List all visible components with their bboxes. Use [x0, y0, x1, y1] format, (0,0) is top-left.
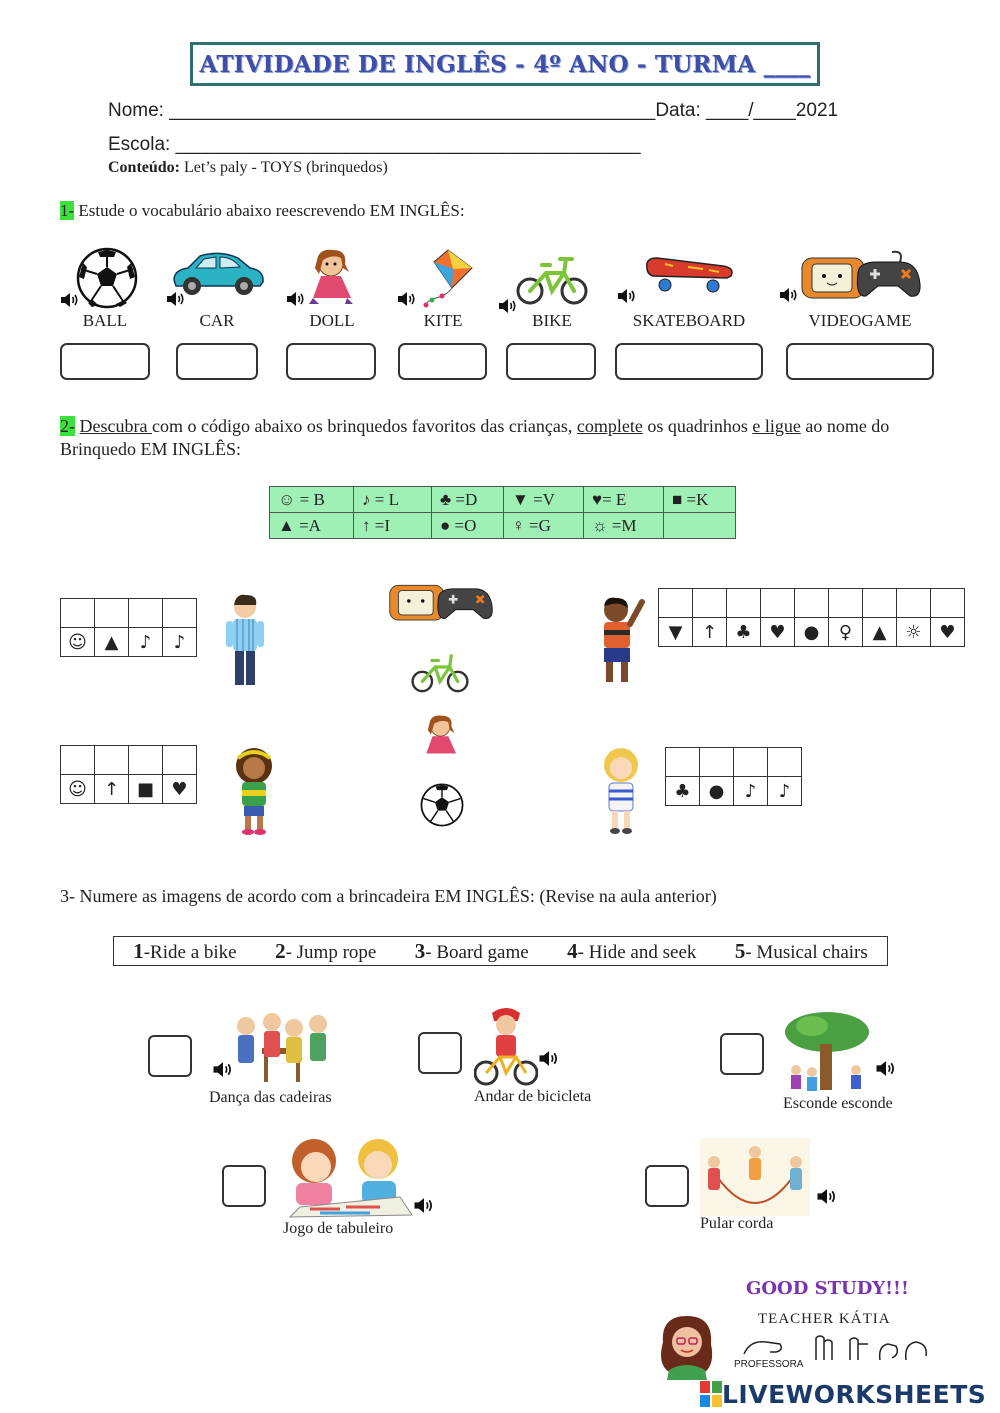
- page-title: ATIVIDADE DE INGLÊS - 4º ANO - TURMA ____: [199, 50, 811, 78]
- game-item: [275, 939, 376, 964]
- answer-cell[interactable]: [659, 589, 693, 618]
- question-2-text: os quadrinhos: [642, 416, 753, 436]
- question-2: [60, 415, 940, 461]
- answer-box-car[interactable]: [176, 343, 258, 380]
- content-value: Let’s paly - TOYS (brinquedos): [180, 159, 388, 176]
- speaker-icon[interactable]: [413, 1196, 435, 1215]
- game-item: [567, 939, 696, 964]
- answer-cell[interactable]: [61, 599, 95, 628]
- answer-cell[interactable]: [761, 589, 795, 618]
- question-2-text: e ligue: [752, 416, 801, 436]
- vocab-skateboard: SKATEBOARD: [632, 311, 746, 330]
- ball-option-image: [420, 783, 464, 827]
- vocab-car: CAR: [199, 311, 235, 330]
- code-grid-videogame: [658, 588, 965, 647]
- answer-cell[interactable]: [863, 589, 897, 618]
- code-symbol: ☺: [61, 628, 95, 657]
- vocab-bike: BIKE: [532, 311, 572, 330]
- code-symbol: ♀: [829, 618, 863, 647]
- professora-label: PROFESSORA: [734, 1359, 804, 1370]
- code-symbol: ♥: [761, 618, 795, 647]
- school-line: Escola: ____________________________________________: [108, 134, 641, 155]
- caption-hide-and-seek: Esconde esconde: [783, 1095, 893, 1112]
- speaker-icon[interactable]: [816, 1187, 838, 1206]
- code-symbol: ♪: [768, 777, 802, 806]
- boy-image: [222, 593, 268, 691]
- code-grid-ball: [60, 598, 197, 657]
- good-study-text: GOOD STUDY!!!: [746, 1278, 909, 1299]
- vocab-videogame: VIDEOGAME: [808, 311, 912, 330]
- answer-cell[interactable]: [129, 599, 163, 628]
- code-symbol: ♪: [163, 628, 197, 657]
- caption-riding-bike: Andar de bicicleta: [474, 1088, 592, 1105]
- content-line: [108, 159, 388, 177]
- code-grid-doll: [665, 747, 802, 806]
- code-cell: ■ =K: [664, 487, 736, 513]
- code-cell: ♀ =G: [504, 513, 584, 539]
- answer-cell[interactable]: [95, 746, 129, 775]
- code-cell: ▲ =A: [270, 513, 354, 539]
- answer-cell[interactable]: [931, 589, 965, 618]
- doll-option-image: [420, 714, 464, 760]
- question-3: 3- Numere as imagens de acordo com a brincadeira EM INGLÊS: (Revise na aula anterior): [60, 886, 717, 906]
- waving-boy-image: [590, 594, 650, 688]
- number-box-bike[interactable]: [418, 1032, 462, 1074]
- speaker-icon[interactable]: [538, 1049, 560, 1068]
- skateboard-image: [643, 254, 735, 296]
- videogame-option-image: [388, 576, 494, 626]
- blonde-girl-image: [594, 743, 648, 837]
- game-label: - Hide and seek: [577, 941, 697, 963]
- question-2-text: complete: [576, 416, 643, 436]
- number-box-hide[interactable]: [720, 1033, 764, 1075]
- speaker-icon[interactable]: [212, 1060, 234, 1079]
- answer-box-doll[interactable]: [286, 343, 376, 380]
- doll-image: [305, 248, 361, 306]
- bike-option-image: [411, 649, 469, 693]
- answer-cell[interactable]: [727, 589, 761, 618]
- answer-cell[interactable]: [95, 599, 129, 628]
- code-symbol: ♣: [727, 618, 761, 647]
- number-box-chairs[interactable]: [148, 1035, 192, 1077]
- speaker-icon[interactable]: [60, 291, 80, 309]
- answer-cell[interactable]: [693, 589, 727, 618]
- code-table: [269, 486, 736, 539]
- vocab-kite: KITE: [423, 311, 463, 330]
- answer-cell[interactable]: [700, 748, 734, 777]
- riding-bike-image: [474, 1005, 538, 1087]
- code-grid-bike: [60, 745, 197, 804]
- code-cell: [664, 513, 736, 539]
- game-item: [735, 939, 868, 964]
- code-cell: ♣ =D: [432, 487, 504, 513]
- code-symbol: ♥: [931, 618, 965, 647]
- caption-musical-chairs: Dança das cadeiras: [209, 1089, 332, 1106]
- game-number: 4: [567, 938, 578, 963]
- game-label: - Board game: [425, 941, 529, 963]
- girl-image: [224, 744, 284, 836]
- liveworksheets-text: LIVEWORKSHEETS: [722, 1379, 987, 1409]
- kite-image: [416, 248, 476, 308]
- answer-box-skateboard[interactable]: [615, 343, 763, 380]
- code-symbol: ↑: [95, 775, 129, 804]
- content-label: Conteúdo:: [108, 159, 181, 176]
- vocab-doll: DOLL: [309, 311, 355, 330]
- teacher-name: TEACHER KÁTIA: [758, 1311, 891, 1327]
- game-number: 3: [414, 938, 426, 963]
- code-symbol: ▼: [659, 618, 693, 647]
- number-box-board[interactable]: [222, 1165, 266, 1207]
- game-number: 5: [734, 938, 746, 963]
- game-label: - Musical chairs: [745, 941, 868, 963]
- game-item: [415, 939, 529, 964]
- question-2-text: com o código abaixo os brinquedos favoritos das crianças,: [151, 416, 577, 436]
- answer-cell[interactable]: [795, 589, 829, 618]
- teacher-avatar: [655, 1312, 721, 1380]
- speaker-icon[interactable]: [617, 287, 637, 305]
- caption-jump-rope: Pular corda: [700, 1215, 774, 1232]
- question-1: [60, 201, 465, 221]
- answer-cell[interactable]: [61, 746, 95, 775]
- title-box: [190, 42, 820, 86]
- games-legend: [113, 936, 888, 966]
- code-symbol: ▲: [863, 618, 897, 647]
- vocab-ball: BALL: [82, 311, 128, 330]
- game-label: - Jump rope: [285, 941, 377, 963]
- videogame-image: [800, 250, 922, 302]
- musical-chairs-image: [232, 1008, 334, 1086]
- code-cell: ☼ =M: [584, 513, 664, 539]
- answer-cell[interactable]: [829, 589, 863, 618]
- answer-cell[interactable]: [666, 748, 700, 777]
- code-cell: ● =O: [432, 513, 504, 539]
- jump-rope-image: [700, 1138, 810, 1216]
- number-box-rope[interactable]: [645, 1165, 689, 1207]
- game-number: 2: [275, 938, 286, 963]
- speaker-icon[interactable]: [875, 1059, 897, 1078]
- code-cell: ♪ = L: [354, 487, 432, 513]
- board-game-image: [280, 1135, 416, 1219]
- answer-cell[interactable]: [129, 746, 163, 775]
- speaker-icon[interactable]: [286, 290, 306, 308]
- speaker-icon[interactable]: [397, 290, 417, 308]
- speaker-icon[interactable]: [779, 286, 799, 304]
- question-1-text: Estude o vocabulário abaixo reescrevendo EM INGLÊS:: [74, 201, 465, 220]
- code-symbol: ☼: [897, 618, 931, 647]
- answer-box-videogame[interactable]: [786, 343, 934, 380]
- caption-board-game: Jogo de tabuleiro: [283, 1220, 394, 1237]
- code-symbol: ●: [795, 618, 829, 647]
- answer-cell[interactable]: [768, 748, 802, 777]
- code-symbol: ☺: [61, 775, 95, 804]
- liveworksheets-logo-icon: [700, 1381, 722, 1407]
- code-cell: ▼ =V: [504, 487, 584, 513]
- code-symbol: ♥: [163, 775, 197, 804]
- question-2-number: 2-: [60, 416, 75, 436]
- code-symbol: ■: [129, 775, 163, 804]
- answer-cell[interactable]: [897, 589, 931, 618]
- question-1-number: 1-: [60, 201, 75, 220]
- code-symbol: ▲: [95, 628, 129, 657]
- ball-image: [76, 247, 138, 309]
- answer-box-ball[interactable]: [60, 343, 150, 380]
- game-label: -Ride a bike: [143, 941, 237, 963]
- question-2-text: Descubra: [79, 416, 152, 436]
- answer-cell[interactable]: [734, 748, 768, 777]
- code-symbol: ↑: [693, 618, 727, 647]
- code-cell: ☺ = B: [270, 487, 354, 513]
- answer-box-kite[interactable]: [398, 343, 487, 380]
- code-cell: ↑ =I: [354, 513, 432, 539]
- game-number: 1: [133, 938, 144, 963]
- answer-box-bike[interactable]: [506, 343, 596, 380]
- question-2-text: ao nome do Brinquedo EM INGLÊS:: [60, 416, 890, 459]
- bike-image: [516, 251, 588, 305]
- answer-cell[interactable]: [163, 746, 197, 775]
- code-cell: ♥= E: [584, 487, 664, 513]
- hide-and-seek-image: [782, 1010, 872, 1096]
- liveworksheets-brand: [700, 1378, 986, 1410]
- name-date-line: Nome: ______________________________________________Data: ____/____2021: [108, 100, 839, 121]
- code-symbol: ♪: [734, 777, 768, 806]
- speaker-icon[interactable]: [166, 290, 186, 308]
- code-symbol: ♪: [129, 628, 163, 657]
- game-item: [133, 939, 236, 964]
- code-symbol: ●: [700, 777, 734, 806]
- code-symbol: ♣: [666, 777, 700, 806]
- answer-cell[interactable]: [163, 599, 197, 628]
